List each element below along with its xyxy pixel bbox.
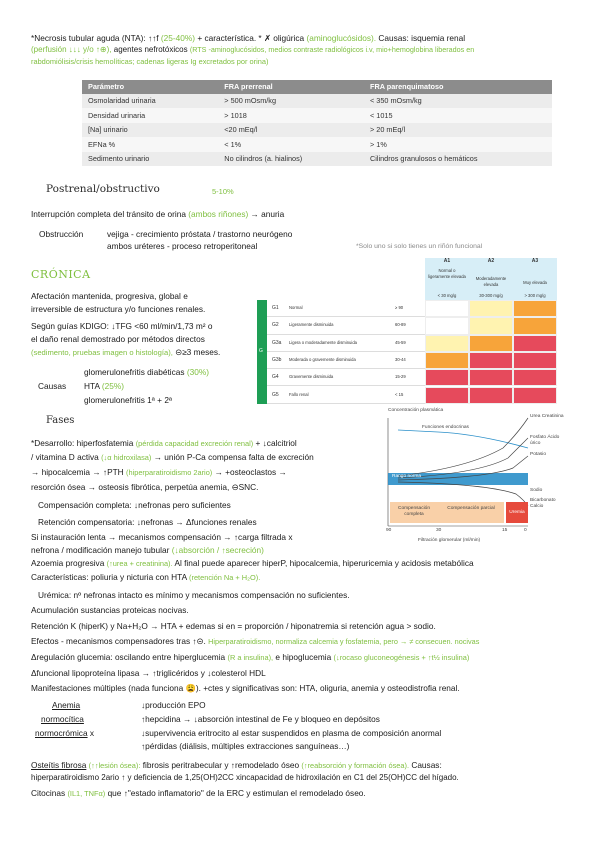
causa-1-text: glomerulonefritis diabéticas [84,367,185,377]
cronica-metodos: (sedimento, pruebas imagen o histología), [31,348,173,357]
kdigo-row-g1 [267,300,425,317]
table-cell: > 1% [364,137,552,152]
causa-1 [84,367,209,378]
kdigo-range: 60-89 [395,322,406,328]
comp-tick-15: 15 [502,528,508,533]
desarrollo-3b: (hiperparatiroidismo 2ario) [126,468,213,477]
comp-label-bicarb: Bicarbonato Calcio [530,498,556,510]
desarrollo-3a: → hipocalcemia → ↑PTH [31,467,124,477]
glucemia-a: Δregulación glucemia: oscilando entre hiperglucemia [31,652,226,662]
osteitis-lesion: (↑↑lesión ósea): [88,761,141,770]
kdigo-g-label: G [259,348,263,354]
retencion-k: Retención K (hiperK) y Na+H₂O → HTA + edemas si en = proporción / hiponatremia si retención agua > sodio. [31,621,436,631]
kdigo-col-val-1: < 30 mg/g [437,293,457,298]
kdigo-risk-cell [469,335,513,352]
causa-2-text: HTA [84,381,100,391]
desarrollo-1a: *Desarrollo: hiperfosfatemia [31,438,134,448]
fra-header-parenq: FRA parenquimatoso [364,80,552,94]
comp-label-funciones: Funciones endocrinas [422,425,469,430]
causa-2-pct: (25%) [101,381,124,391]
causas-label: Causas [38,381,67,391]
table-cell: EFNa % [82,137,218,152]
comp-tick-90: 90 [386,528,392,533]
cronica-def-2: irreversible de estructura y/o funciones renales. [31,304,206,314]
table-cell: < 350 mOsm/kg [364,94,552,109]
efectos-a: Efectos - mecanismos compensadores tras ↑⊝. [31,636,206,646]
compensation-chart [378,408,573,550]
kdigo-stage: G4 [272,374,279,381]
fra-table-header [82,80,552,94]
nta-line-2 [31,45,474,56]
anemia-normocromica: normocrómica [35,728,88,738]
desarrollo-2a: / vitamina D activa [31,452,99,462]
comp-label-urea: Urea Creatinina [530,414,564,419]
comp-x-label: Filtración glomerular (ml/min) [418,538,481,543]
kdigo-grid [257,258,557,404]
kdigo-desc: Normal [289,305,303,310]
table-row [82,108,552,123]
azoemia-b: (↑urea + creatinina). [106,559,173,568]
desarrollo-1 [31,438,297,449]
comp-label-rango: Rango norma [392,474,422,479]
nta-rts: (RTS -aminoglucósidos, medios contraste radiológicos i.v, mio+hemoglobina liberados en [189,45,475,54]
instauracion-1: Si instauración lenta → mecanismos compensación → ↑carga filtrada x [31,532,293,542]
postrenal-note: *Solo uno si solo tienes un riñón funcional [356,243,483,250]
glucemia-b: (R a insulina), [227,653,274,662]
fosfato-curve [398,438,528,478]
causa-1-pct: (30%) [186,367,209,377]
anemia-x: x [89,728,95,738]
cronica-kdigo-3 [31,347,220,358]
kdigo-desc: Ligeramente disminuida [289,322,334,328]
table-row [82,137,552,152]
citocinas: Citocinas [31,788,66,798]
table-cell: Sedimento urinario [82,152,218,167]
anemia-reason-2: ↑hepcidina → ↓absorción intestinal de Fe y bloqueo en depósitos [141,714,380,724]
table-cell: > 500 mOsm/kg [218,94,364,109]
caracteristicas-a: Características: poliuria y nicturia con HTA [31,572,187,582]
desarrollo-2c: → unión P-Ca compensa falta de excreción [153,452,314,462]
osteitis-2: hiperparatiroidismo 2ario ↑ y deficiencia de 1,25(OH)2CC xincapacidad de hidroxilación en C1 del 25(OH)CC del hígado. [31,773,459,782]
table-cell: [Na] urinario [82,123,218,138]
cronica-heading: CRÓNICA [31,268,91,281]
desarrollo-4: resorción ósea → osteosis fibrótica, perpetúa anemia, ⊖SNC. [31,482,259,492]
kdigo-risk-cell [469,369,513,386]
kdigo-risk-cell [513,317,557,334]
osteitis-reabsorcion: (↑reabsorción y formación ósea). [301,761,410,770]
retencion-compensatoria: Retención compensatoria: ↓nefronas → Δfunciones renales [38,517,257,527]
kdigo-col-sub-2: Moderadamente elevada [475,276,507,287]
efectos-b: Hiperparatiroidismo, normaliza calcemia y fosfatemia, pero → ≠ consecuen. nocivas [208,637,480,646]
nta-aminogluc: (aminoglucósidos). [306,33,377,43]
kdigo-risk-cell [513,387,557,404]
desarrollo-3 [31,467,287,478]
kdigo-risk-cell [469,317,513,334]
kdigo-col-a3: A3 [531,258,539,264]
kdigo-stage: G1 [272,305,279,311]
nta-line-3: rabdomiólisis/crisis hemolíticas; cadenas ligeras Ig excretados por orina) [31,57,269,66]
fases-heading: Fases [46,415,75,426]
osteitis-1 [31,760,442,771]
anemia-title: Anemia [52,700,81,710]
kdigo-risk-cell [425,335,469,352]
kdigo-risk-cell [513,369,557,386]
kdigo-risk-cell [513,335,557,352]
cronica-kdigo-2: el daño renal demostrado por métodos directos [31,334,205,344]
osteitis-fibrosis: fibrosis peritrabecular y ↑remodelado óseo [142,760,300,770]
kdigo-risk-cell [425,352,469,369]
kdigo-stage: G3b [272,356,282,363]
nta-perfusion: (perfusión ↓↓↓ y/o ↑⊕), [31,45,112,54]
glucemia-d: (↓rocaso gluconeogénesis + ↑t½ insulina) [333,653,470,662]
azoemia [31,558,474,569]
table-cell: No cilindros (a. hialinos) [218,152,364,167]
table-cell: Cilindros granulosos o hemáticos [364,152,552,167]
azoemia-a: Azoemia progresiva [31,558,105,568]
efectos [31,636,479,647]
instauracion-2 [31,545,264,556]
fra-table [82,80,552,166]
desarrollo-2 [31,452,314,463]
table-row [82,152,552,167]
kdigo-stage: G2 [272,322,279,329]
desarrollo-3c: → +osteoclastos → [214,467,287,477]
postrenal-intro-text: Interrupción completa del tránsito de orina [31,209,186,219]
nta-line-1 [31,33,465,44]
postrenal-intro-result: → anuria [250,209,285,219]
nta-pct: (25-40%) [160,33,196,43]
kdigo-risk-cell [469,387,513,404]
osteitis-3 [31,788,366,799]
uremica: Urémica: nº nefronas intacto es mínimo y mecanismos compensación no suficientes. [38,590,350,600]
compensacion-completa: Compensación completa: ↓nefronas pero suficientes [38,500,231,510]
causa-3: glomerulonefritis 1ª + 2ª [84,395,173,405]
kdigo-risk-cell [513,300,557,317]
citocinas-effect: que ↑"estado inflamatorio" de la ERC y estimulan el remodelado óseo. [107,788,366,798]
kdigo-desc: Gravemente disminuida [289,374,334,380]
obstruccion-ureteres: ambos uréteres - proceso retroperitoneal [107,241,258,251]
kdigo-row-g3b [267,352,425,369]
kdigo-desc: Ligera o moderadamente disminuida [289,339,357,345]
comp-label-sodio: Sodio [530,488,543,493]
cronica-kdigo-1: Según guías KDIGO: ↓TFG <60 ml/min/1,73 m² o [31,321,213,331]
kdigo-desc: Fallo renal [289,391,309,397]
fra-header-prerrenal: FRA prerrenal [218,80,364,94]
kdigo-range: < 15 [395,391,404,397]
kdigo-g-column [257,300,267,404]
obstruccion-vejiga: vejiga - crecimiento próstata / trastorno neurógeno [107,229,293,239]
kdigo-stage: G3a [272,339,282,346]
postrenal-heading: Postrenal/obstructivo [46,183,160,195]
kdigo-col-sub-1: Normal o ligeramente elevada [428,268,466,279]
cronica-meses: ⊝≥3 meses. [175,347,221,357]
table-cell: < 1% [218,137,364,152]
desarrollo-2b: (↓α hidroxilasa) [101,453,152,462]
kdigo-col-val-3: > 300 mg/g [524,293,546,298]
table-row [82,123,552,138]
funciones-curve [398,430,528,448]
anemia-normocitica: normocítica [41,714,84,724]
kdigo-col-sub-3: Muy elevada [523,280,547,285]
table-row [82,94,552,109]
causa-2 [84,381,124,392]
comp-label-fosfato: Fosfato Ácido úrico [530,435,560,447]
kdigo-risk-cell [425,300,469,317]
kdigo-col-a1: A1 [443,258,451,264]
glucemia-c: e hipoglucemia [275,652,332,662]
nta-agentes: agentes nefrotóxicos [113,45,188,54]
caracteristicas-b: (retención Na + H₂O). [189,573,261,582]
postrenal-pct: 5-10% [212,187,234,196]
nta-charac: + característica. * ✗ oligúrica [197,33,305,43]
acumulacion: Acumulación sustancias proteicas nocivas. [31,605,189,615]
anemia-reason-1: ↓producción EPO [141,700,206,710]
anemia-reason-3: ↓supervivencia eritrocito al estar suspendidos en plasma de composición anormal [141,728,442,738]
kdigo-risk-cell [425,369,469,386]
nta-title: *Necrosis tubular aguda (NTA): ↑↑f [31,33,159,43]
nta-causas: Causas: isquemia renal [378,33,466,43]
kdigo-risk-cell [425,387,469,404]
table-cell: < 1015 [364,108,552,123]
table-cell: Densidad urinaria [82,108,218,123]
obstruccion-label: Obstrucción [39,229,84,239]
kdigo-risk-cell [469,300,513,317]
kdigo-range: 30-44 [395,356,406,362]
osteitis-title: Osteítis fibrosa [31,760,87,770]
anemia-normocromica-row [35,728,94,739]
comp-box-label-parcial: Compensación parcial [447,506,495,511]
kdigo-desc: Moderada o gravemente disminuida [289,356,356,362]
kdigo-risk-cell [469,352,513,369]
kdigo-stage: G5 [272,391,279,398]
kdigo-risk-cell [513,352,557,369]
caracteristicas [31,572,260,583]
osteitis-causas: Causas: [411,760,442,770]
kdigo-row-g2 [267,317,425,334]
table-cell: Osmolaridad urinaria [82,94,218,109]
azoemia-c: Al final puede aparecer hiperP, hipocalcemia, hiperuricemia y acidosis metabólica [174,558,474,568]
comp-tick-0: 0 [524,528,527,533]
comp-title: Concentración plasmática [388,408,444,413]
cronica-def-1: Afectación mantenida, progresiva, global e [31,291,188,301]
kdigo-risk-cell [425,317,469,334]
table-cell: > 1018 [218,108,364,123]
postrenal-intro-note: (ambos riñones) [188,209,249,219]
manifestaciones: Manifestaciones múltiples (nada funciona 😩). +ctes y significativas son: HTA, oliguria, anemia y osteodistrofia renal. [31,683,460,693]
anemia-reason-4: ↑pérdidas (diálisis, múltiples extracciones sanguíneas…) [141,741,350,751]
instauracion-2b: (↓absorción / ↑secreción) [171,545,264,555]
comp-box-label-completa: Compensación completa [398,506,430,518]
kdigo-row-g4 [267,369,425,386]
glucemia [31,652,469,663]
kdigo-col-a2: A2 [487,258,495,264]
instauracion-2a: nefrona / modificación manejo tubular [31,545,170,555]
comp-box-label-uremia: Uremia [509,510,525,515]
kdigo-range: 15-29 [395,374,406,380]
desarrollo-1c: + ↓calcitriol [255,438,297,448]
postrenal-intro [31,209,284,220]
kdigo-range: 45-59 [395,339,406,345]
kdigo-row-g5 [267,387,425,404]
table-cell: <20 mEq/l [218,123,364,138]
kdigo-col-val-2: 30-300 mg/g [479,293,503,298]
desarrollo-1b: (pérdida capacidad excreción renal) [135,439,254,448]
table-cell: > 20 mEq/l [364,123,552,138]
kdigo-row-g3a [267,335,425,352]
fra-header-param: Parámetro [82,80,218,94]
kdigo-range: ≥ 90 [395,305,404,310]
comp-tick-30: 30 [436,528,442,533]
comp-label-potasio: Potasio [530,452,546,457]
citocinas-list: (IL1, TNFα) [67,789,106,798]
lipoproteina: Δfuncional lipoproteína lipasa → ↑triglicéridos y ↓colesterol HDL [31,668,266,678]
